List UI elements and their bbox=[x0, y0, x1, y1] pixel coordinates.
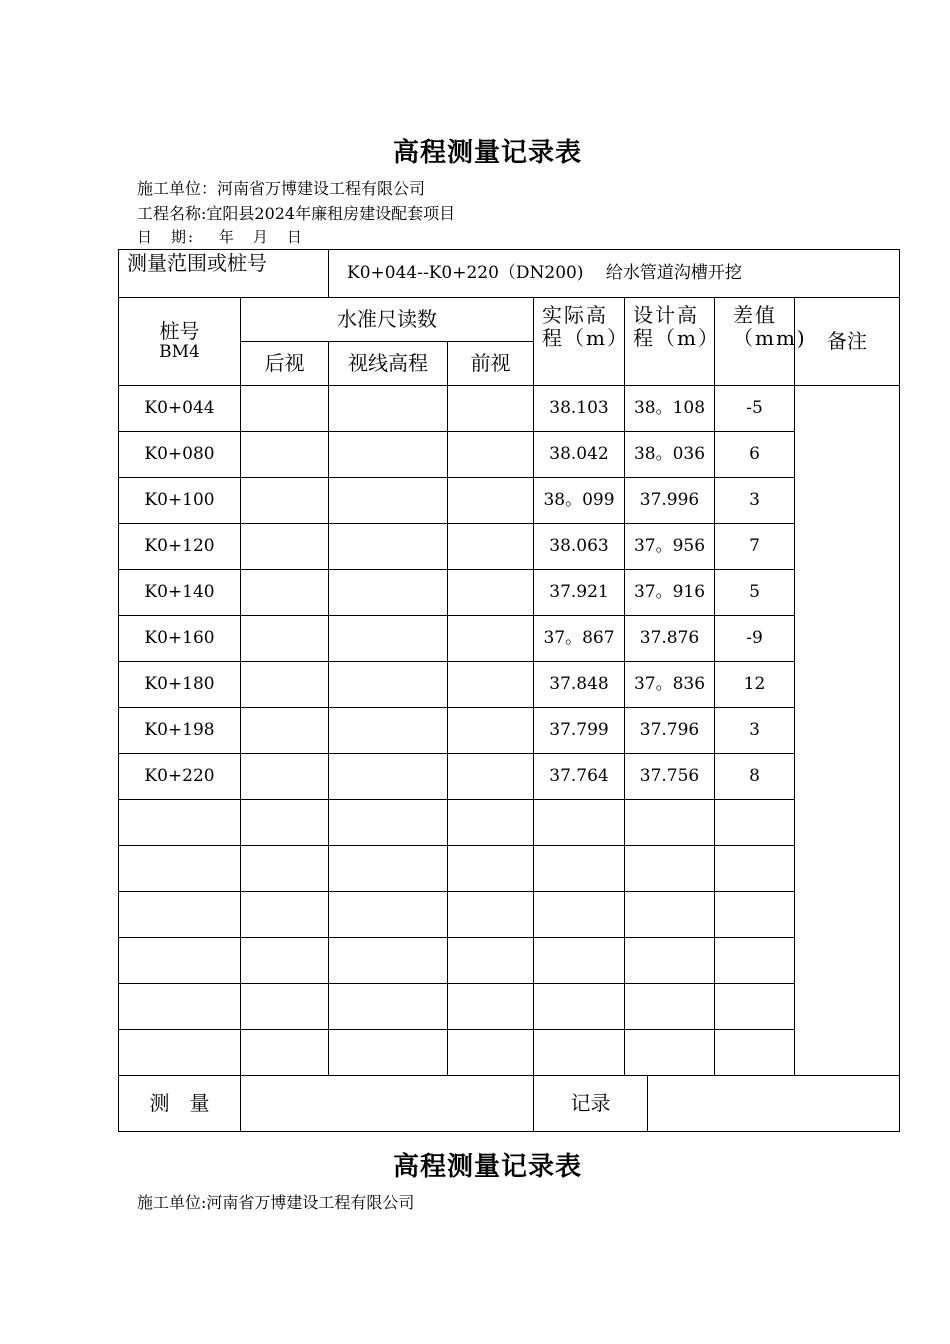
sight-height-cell bbox=[329, 662, 448, 708]
stake-cell: K0+160 bbox=[119, 616, 241, 662]
design-elevation-cell: 37.876 bbox=[625, 616, 715, 662]
difference-cell: 5 bbox=[715, 570, 795, 616]
design-elevation-cell: 37。956 bbox=[625, 524, 715, 570]
header-design-elevation: 设计高程（m） bbox=[625, 298, 715, 386]
empty-row bbox=[119, 800, 900, 846]
next-page-construction-unit: 施工单位:河南省万博建设工程有限公司 bbox=[137, 1193, 415, 1212]
range-value: K0+044--K0+220（DN200) 给水管道沟槽开挖 bbox=[329, 250, 900, 298]
measure-signature-field bbox=[241, 1076, 534, 1132]
sight-height-cell bbox=[329, 708, 448, 754]
backsight-cell bbox=[241, 432, 329, 478]
actual-elevation-cell: 37.848 bbox=[534, 662, 625, 708]
next-page-title: 高程测量记录表 bbox=[392, 1152, 582, 1182]
stake-cell: K0+120 bbox=[119, 524, 241, 570]
signature-row bbox=[119, 1076, 900, 1132]
stake-cell: K0+100 bbox=[119, 478, 241, 524]
empty-row bbox=[119, 892, 900, 938]
design-elevation-cell: 37。836 bbox=[625, 662, 715, 708]
header-stake bbox=[119, 298, 241, 386]
stake-cell: K0+198 bbox=[119, 708, 241, 754]
difference-cell: 12 bbox=[715, 662, 795, 708]
foresight-cell bbox=[448, 478, 534, 524]
header-stake-label: 桩号 bbox=[159, 319, 200, 344]
record-signature-field bbox=[648, 1076, 900, 1132]
foresight-cell bbox=[448, 754, 534, 800]
actual-elevation-cell: 37。867 bbox=[534, 616, 625, 662]
header-sight-height: 视线高程 bbox=[329, 342, 448, 386]
table-row bbox=[119, 570, 900, 616]
difference-cell: 8 bbox=[715, 754, 795, 800]
backsight-cell bbox=[241, 478, 329, 524]
table-row bbox=[119, 708, 900, 754]
backsight-cell bbox=[241, 386, 329, 432]
difference-cell: 3 bbox=[715, 708, 795, 754]
difference-cell: -5 bbox=[715, 386, 795, 432]
empty-row bbox=[119, 1030, 900, 1076]
foresight-cell bbox=[448, 662, 534, 708]
actual-elevation-cell: 38.063 bbox=[534, 524, 625, 570]
foresight-cell bbox=[448, 616, 534, 662]
stake-cell: K0+140 bbox=[119, 570, 241, 616]
sight-height-cell bbox=[329, 524, 448, 570]
header-remark: 备注 bbox=[795, 298, 900, 386]
backsight-cell bbox=[241, 754, 329, 800]
design-elevation-cell: 37.996 bbox=[625, 478, 715, 524]
document-title: 高程测量记录表 bbox=[392, 138, 582, 168]
backsight-cell bbox=[241, 570, 329, 616]
backsight-cell bbox=[241, 662, 329, 708]
actual-elevation-cell: 38.042 bbox=[534, 432, 625, 478]
range-label: 测量范围或桩号 bbox=[119, 250, 329, 298]
stake-cell: K0+044 bbox=[119, 386, 241, 432]
sight-height-cell bbox=[329, 616, 448, 662]
design-elevation-cell: 38。036 bbox=[625, 432, 715, 478]
difference-cell: -9 bbox=[715, 616, 795, 662]
table-row bbox=[119, 432, 900, 478]
empty-row bbox=[119, 984, 900, 1030]
header-difference: 差值（mm) bbox=[715, 298, 795, 386]
remark-cell bbox=[795, 386, 900, 1076]
table-row bbox=[119, 662, 900, 708]
empty-row bbox=[119, 938, 900, 984]
stake-cell: K0+180 bbox=[119, 662, 241, 708]
stake-cell: K0+080 bbox=[119, 432, 241, 478]
header-actual-elevation: 实际高程（m） bbox=[534, 298, 625, 386]
foresight-cell bbox=[448, 524, 534, 570]
design-elevation-cell: 37.756 bbox=[625, 754, 715, 800]
difference-cell: 7 bbox=[715, 524, 795, 570]
sight-height-cell bbox=[329, 754, 448, 800]
foresight-cell bbox=[448, 386, 534, 432]
foresight-cell bbox=[448, 708, 534, 754]
foresight-cell bbox=[448, 570, 534, 616]
header-level-reading: 水准尺读数 bbox=[241, 298, 534, 342]
actual-elevation-cell: 37.799 bbox=[534, 708, 625, 754]
design-elevation-cell: 38。108 bbox=[625, 386, 715, 432]
date-line: 日 期: 年 月 日 bbox=[137, 228, 304, 246]
foresight-cell bbox=[448, 432, 534, 478]
table-row bbox=[119, 524, 900, 570]
header-bm: BM4 bbox=[159, 342, 200, 363]
record-label: 记录 bbox=[534, 1076, 648, 1132]
elevation-record-table bbox=[118, 249, 900, 1132]
header-foresight: 前视 bbox=[448, 342, 534, 386]
stake-cell: K0+220 bbox=[119, 754, 241, 800]
design-elevation-cell: 37。916 bbox=[625, 570, 715, 616]
project-name: 工程名称:宜阳县2024年廉租房建设配套项目 bbox=[137, 204, 456, 223]
actual-elevation-cell: 38.103 bbox=[534, 386, 625, 432]
sight-height-cell bbox=[329, 570, 448, 616]
backsight-cell bbox=[241, 524, 329, 570]
table-row bbox=[119, 754, 900, 800]
measure-label: 测 量 bbox=[119, 1076, 241, 1132]
actual-elevation-cell: 37.764 bbox=[534, 754, 625, 800]
design-elevation-cell: 37.796 bbox=[625, 708, 715, 754]
table-row bbox=[119, 478, 900, 524]
table-row bbox=[119, 386, 900, 432]
backsight-cell bbox=[241, 708, 329, 754]
difference-cell: 3 bbox=[715, 478, 795, 524]
empty-row bbox=[119, 846, 900, 892]
actual-elevation-cell: 38。099 bbox=[534, 478, 625, 524]
table-row bbox=[119, 616, 900, 662]
sight-height-cell bbox=[329, 386, 448, 432]
header-backsight: 后视 bbox=[241, 342, 329, 386]
sight-height-cell bbox=[329, 432, 448, 478]
actual-elevation-cell: 37.921 bbox=[534, 570, 625, 616]
construction-unit: 施工单位：河南省万博建设工程有限公司 bbox=[137, 179, 426, 198]
backsight-cell bbox=[241, 616, 329, 662]
difference-cell: 6 bbox=[715, 432, 795, 478]
sight-height-cell bbox=[329, 478, 448, 524]
